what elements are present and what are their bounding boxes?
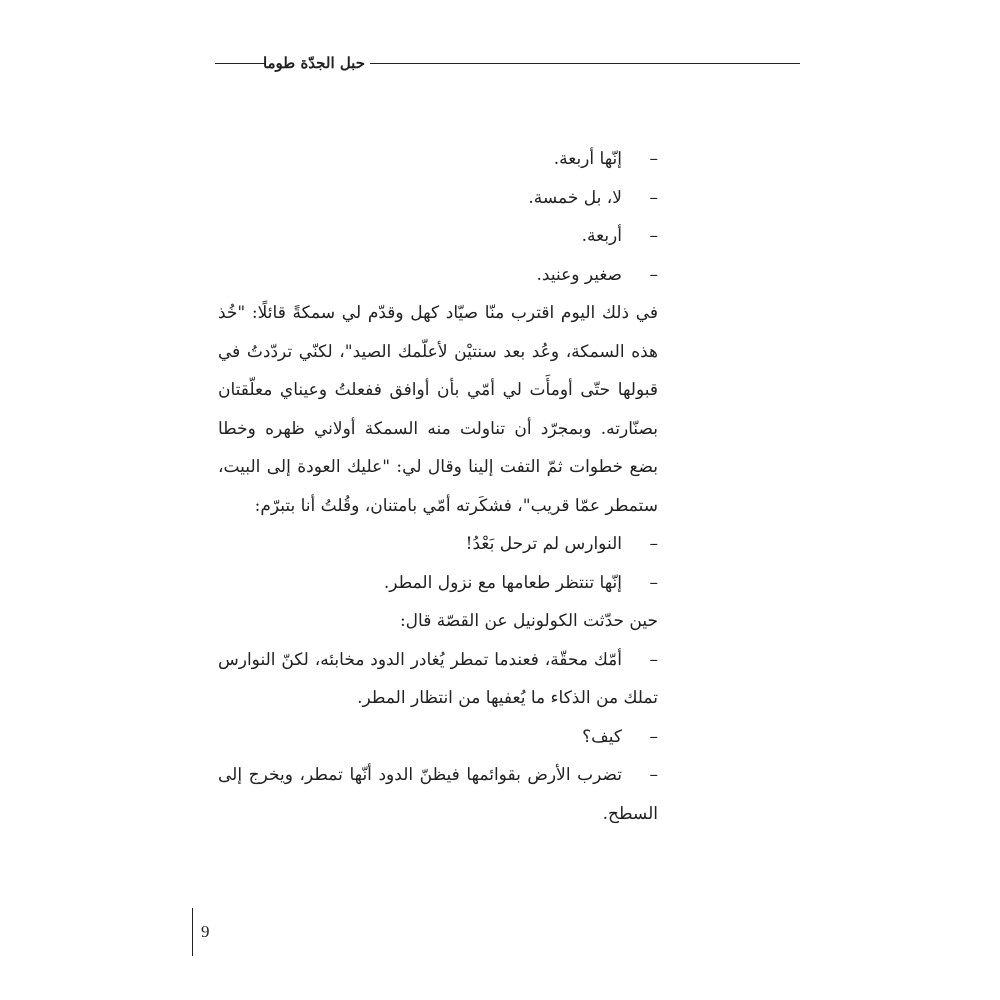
dialogue-text: كيف؟ xyxy=(582,726,622,747)
dialogue-dash: – xyxy=(649,765,658,785)
dialogue-line xyxy=(218,641,658,718)
dialogue-dash: – xyxy=(649,649,658,670)
narrative-paragraph: في ذلك اليوم اقترب منّا صيّاد كهل وقدّم لي سمكةً قائلًا: "خُذ هذه السمكة، وعُد بعد سنتيْن لأعلّمك الصيد"، لكنّي تردّدتُ في قبولها حتّى أومأَت لي أمّي بأن أوافق ففعلتُ وعيناي معلّقتان بصنّارته. وبمجرّد أن تناولت منه السمكة أولاني ظهره وخطا بضع خطوات ثمّ التفت إلينا وقال لي: "عليك العودة إلى البيت، ستمطر عمّا قريب"، فشكَرته أمّي بامتنان، وقُلتُ أنا بتبرّم: xyxy=(218,303,658,516)
dialogue-text: صغير وعنيد. xyxy=(536,264,622,285)
dialogue-dash: – xyxy=(649,264,658,285)
dialogue-dash: – xyxy=(649,187,658,208)
dialogue-text: إنّها أربعة. xyxy=(553,149,622,169)
page-body xyxy=(218,140,658,833)
dialogue-dash: – xyxy=(649,726,658,747)
dialogue-line xyxy=(218,564,658,603)
dialogue-text: لا، بل خمسة. xyxy=(528,187,622,208)
dialogue-line xyxy=(218,525,658,564)
dialogue-dash: – xyxy=(649,534,658,554)
page-footer xyxy=(192,908,210,956)
dialogue-line xyxy=(218,217,658,256)
dialogue-line xyxy=(218,140,658,179)
dialogue-text: النوارس لم ترحل بَعْدُ! xyxy=(465,534,622,554)
dialogue-text: أربعة. xyxy=(581,226,622,246)
dialogue-line xyxy=(218,756,658,833)
page-number: 9 xyxy=(201,922,210,941)
book-title: حبل الجدّة طوما xyxy=(262,54,365,72)
dialogue-dash: – xyxy=(649,572,658,593)
dialogue-text: تضرب الأرض بقوائمها فيظنّ الدود أنّها تمطر، ويخرج إلى السطح. xyxy=(218,765,658,824)
dialogue-line xyxy=(218,718,658,757)
dialogue-line xyxy=(218,256,658,295)
header-rule-right xyxy=(370,63,800,64)
dialogue-text: أمّك محقّة، فعندما تمطر يُغادر الدود مخابئه، لكنّ النوارس تملك من الذكاء ما يُعفيها من انتظار المطر. xyxy=(218,649,658,708)
header-rule-left xyxy=(215,63,265,64)
narrative-paragraph: حين حدّثت الكولونيل عن القصّة قال: xyxy=(399,611,658,631)
running-header xyxy=(215,50,800,76)
dialogue-dash: – xyxy=(649,226,658,246)
dialogue-dash: – xyxy=(649,149,658,169)
dialogue-line xyxy=(218,179,658,218)
dialogue-text: إنّها تنتظر طعامها مع نزول المطر. xyxy=(383,572,622,593)
